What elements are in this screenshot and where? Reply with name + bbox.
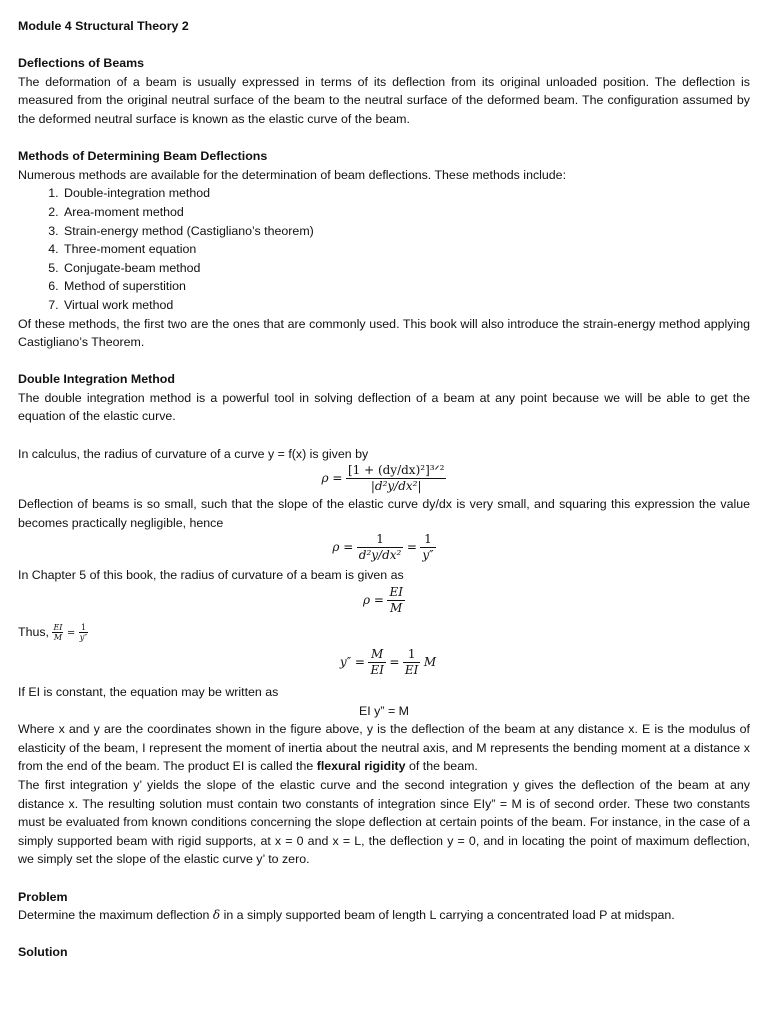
thus-label: Thus, <box>18 625 49 640</box>
eq-lhs: ρ = <box>363 592 384 607</box>
paragraph-double-integration: The double integration method is a powerful tool in solving deflection of a beam at any point because we will be able to get the equation of the elastic curve. <box>18 390 750 424</box>
eq-denominator: y″ <box>422 548 434 563</box>
methods-list <box>18 184 750 314</box>
eq-fraction <box>79 623 89 642</box>
eq-fraction <box>387 585 405 616</box>
eq-denominator: EI <box>404 663 419 678</box>
heading-methods: Methods of Determining Beam Deflections <box>18 149 268 164</box>
eq-fraction <box>403 647 421 678</box>
eq-equals: = <box>406 540 417 555</box>
list-item: 2. Area-moment method <box>62 203 750 222</box>
eq-numerator: EI <box>389 585 403 600</box>
eq-denominator: M <box>390 601 403 616</box>
eq-numerator: M <box>368 647 386 663</box>
eq-tail: M <box>423 654 437 669</box>
paragraph-deflections-intro: The deformation of a beam is usually expressed in terms of its deflection from its original unloaded position. The deflection is measured from the original neutral surface of the beam to the neutral surface of the deformed beam. The configuration assumed by the deformed neutral surface is known as the elastic curve of the beam. <box>18 74 750 126</box>
paragraph-methods-intro: Numerous methods are available for the determination of beam deflections. These methods include: <box>18 167 567 182</box>
eq-fraction <box>420 532 435 563</box>
heading-deflections-of-beams: Deflections of Beams <box>18 56 145 71</box>
document-title: Module 4 Structural Theory 2 <box>18 19 189 33</box>
paragraph-small-slope: Deflection of beams is so small, such that the slope of the elastic curve dy/dx is very small, and squaring this expression the value becomes practically negligible, hence <box>18 497 750 530</box>
eq-denominator: d²y/dx² <box>358 548 402 563</box>
eq-fraction <box>368 647 386 678</box>
eq-numerator: 1 <box>403 647 421 663</box>
eq-numerator: 1 <box>357 532 404 548</box>
paragraph-ei-constant: If EI is constant, the equation may be written as <box>18 685 279 700</box>
equation-radius-curvature <box>18 463 750 495</box>
eq-denominator: |d²y/dx²| <box>370 479 422 494</box>
document-page <box>18 17 750 962</box>
heading-double-integration: Double Integration Method <box>18 372 175 387</box>
eq-numerator: [1 + (dy/dx)²]³ᐟ² <box>347 463 445 478</box>
paragraph-problem <box>18 906 750 925</box>
equation-radius-simplified <box>18 532 750 566</box>
list-item: 7. Virtual work method <box>62 296 750 315</box>
eq-equals: = <box>389 654 400 669</box>
eq-lhs: ρ = <box>321 471 343 486</box>
eq-denominator: EI <box>370 663 384 678</box>
heading-solution: Solution <box>18 945 68 960</box>
paragraph-methods-outro: Of these methods, the first two are the ones that are commonly used. This book will also introduce the strain-energy method applying Castigliano’s Theorem. <box>18 316 750 350</box>
equation-radius-beam <box>18 585 750 617</box>
eq-denominator: y″ <box>79 633 88 643</box>
list-item: 1. Double-integration method <box>62 184 750 203</box>
eq-lhs: ρ = <box>332 540 354 555</box>
text-run: Determine the maximum deflection <box>18 908 213 923</box>
paragraph-thus <box>18 617 750 647</box>
equation-curvature-moment <box>18 647 750 683</box>
eq-equals: = <box>66 628 76 640</box>
list-item: 5. Conjugate-beam method <box>62 259 750 278</box>
heading-problem: Problem <box>18 889 68 904</box>
text-run: Where x and y are the coordinates shown in the figure above, y is the deflection of the beam at any distance x. E is the modulus of elasticity of the beam, I represent the moment of inertia about the neutral axis, and M represents the bending moment at a distance x from the end of the beam. The product EI is called the <box>18 722 750 774</box>
paragraph-radius-curvature: In calculus, the radius of curvature of a curve y = f(x) is given by <box>18 446 369 461</box>
text-run: in a simply supported beam of length L carrying a concentrated load P at midspan. <box>220 908 675 923</box>
text-run: of the beam. <box>405 759 478 774</box>
eq-numerator: EI <box>53 623 63 633</box>
paragraph-integration: The first integration y’ yields the slope of the elastic curve and the second integration y gives the deflection of the beam at any distance x. The resulting solution must contain two constants of integration since EIy” = M is of second order. These two constants must be evaluated from known conditions concerning the slope deflection at certain points of the beam. For instance, in the case of a simply supported beam with rigid supports, at x = 0 and x = L, the deflection y = 0, and in locating the point of maximum deflection, we simply set the slope of the elastic curve y’ to zero. <box>18 778 750 867</box>
eq-numerator: 1 <box>79 623 89 633</box>
flexural-rigidity-term: flexural rigidity <box>316 759 406 774</box>
eq-fraction <box>357 532 404 563</box>
eq-fraction <box>52 623 63 642</box>
paragraph-coordinates <box>18 720 750 776</box>
delta-symbol: δ <box>212 908 221 923</box>
eq-lhs: y″ = <box>339 654 365 669</box>
paragraph-chapter-5: In Chapter 5 of this book, the radius of curvature of a beam is given as <box>18 568 404 583</box>
eq-numerator: 1 <box>420 532 435 548</box>
list-item: 4. Three-moment equation <box>62 240 750 259</box>
eq-denominator: M <box>53 633 63 643</box>
list-item: 3. Strain-energy method (Castigliano’s theorem) <box>62 222 750 241</box>
eq-fraction <box>346 463 447 494</box>
list-item: 6. Method of superstition <box>62 277 750 296</box>
equation-ei-ypp: EI y” = M <box>359 703 409 718</box>
